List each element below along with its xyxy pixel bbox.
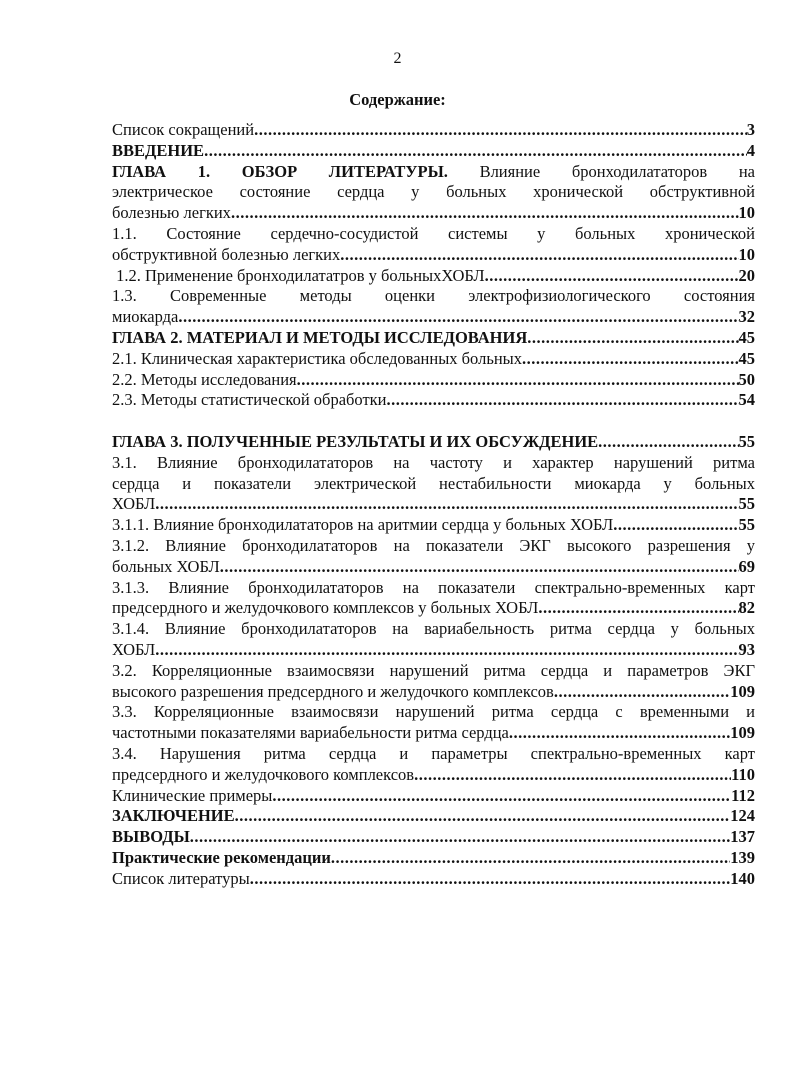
toc-entry-last-line (112, 598, 755, 619)
toc-page-number: 139 (730, 847, 755, 867)
toc-entry-last-line (112, 390, 755, 411)
toc-entry[interactable] (112, 515, 755, 536)
toc-entry[interactable] (112, 328, 755, 349)
toc-page-number: 137 (730, 827, 755, 847)
toc-entry-title: Практические рекомендации (112, 847, 331, 867)
toc-entry-last-line (112, 141, 755, 162)
toc-page-number: 54 (738, 390, 755, 410)
toc-entry[interactable] (112, 619, 755, 661)
toc-page-number: 140 (730, 868, 755, 888)
toc-page-number: 55 (738, 431, 755, 451)
toc-entry-last-line (112, 806, 755, 827)
toc-page-number: 45 (738, 348, 755, 368)
toc-entry-text: 3.2. Корреляционные взаимосвязи нарушений ритма сердца и параметров ЭКГ (112, 660, 755, 680)
dot-leader (178, 307, 738, 328)
toc-page-number: 55 (738, 494, 755, 514)
dot-leader (297, 370, 739, 391)
toc-entry-title: Список литературы (112, 868, 250, 888)
toc-entry-title: ВВЕДЕНИЕ (112, 140, 205, 160)
toc-entry-title: ГЛАВА 2. МАТЕРИАЛ И МЕТОДЫ ИССЛЕДОВАНИЯ (112, 327, 528, 347)
toc-entry-last-line (112, 432, 755, 453)
toc-entry[interactable] (112, 453, 755, 515)
toc-entry[interactable] (112, 141, 755, 162)
toc-entry[interactable] (112, 349, 755, 370)
toc-entry-title: ЗАКЛЮЧЕНИЕ (112, 806, 235, 826)
toc-entry[interactable] (112, 370, 755, 391)
toc-entry-text: 3.1.4. Влияние бронходилататоров на вариабельность ритма сердца у больных (112, 619, 755, 639)
toc-page-number: 4 (746, 140, 755, 160)
dot-leader (235, 806, 731, 827)
toc-page-number: 50 (738, 369, 755, 389)
toc-entry-last-line (112, 120, 755, 141)
toc-entry[interactable] (112, 266, 755, 287)
toc-entry-last-line (112, 682, 755, 703)
toc-entry-title: обструктивной болезнью легких (112, 244, 341, 264)
toc-entry[interactable] (112, 786, 755, 807)
toc-entry-text: Влияние бронходилататоров на (479, 161, 755, 181)
toc-page-number: 109 (730, 681, 755, 701)
toc-page-number: 20 (738, 265, 755, 285)
toc-page-number: 82 (738, 598, 755, 618)
toc-entry-line (112, 744, 755, 765)
toc-entry-title: Клинические примеры (112, 785, 273, 805)
toc-entry[interactable] (112, 661, 755, 703)
toc-entry-last-line (112, 494, 755, 515)
dot-leader (509, 723, 730, 744)
toc-entry-title: 2.3. Методы статистической обработки (112, 390, 387, 410)
dot-leader (485, 266, 739, 287)
page-number: 2 (393, 50, 402, 67)
toc-page-number: 124 (730, 806, 755, 826)
toc-entry-bold-prefix: ГЛАВА 1. ОБЗОР ЛИТЕРАТУРЫ. (112, 161, 448, 181)
toc-entry-title: ГЛАВА 3. ПОЛУЧЕННЫЕ РЕЗУЛЬТАТЫ И ИХ ОБСУЖДЕНИЕ (112, 431, 599, 451)
toc-entry-text: 1.1. Состояние сердечно-сосудистой системы у больных хронической (112, 223, 755, 243)
dot-leader (538, 598, 738, 619)
toc-entry-title: больных ХОБЛ (112, 556, 220, 576)
toc-entry-line (112, 182, 755, 203)
toc-entry-line (112, 619, 755, 640)
toc-entry-title: 2.2. Методы исследования (112, 369, 297, 389)
toc-entry-last-line (112, 307, 755, 328)
dot-leader (190, 827, 730, 848)
toc-entry-line (112, 474, 755, 495)
toc-entry-line (112, 453, 755, 474)
dot-leader (414, 765, 731, 786)
toc-entry-line (112, 536, 755, 557)
toc-entry[interactable] (112, 806, 755, 827)
dot-leader (331, 848, 730, 869)
toc-entry-title: 1.2. Применение бронходилататров у больныхХОБЛ (112, 265, 485, 285)
dot-leader (155, 494, 738, 515)
toc-entry-title: 2.1. Клиническая характеристика обследованных больных (112, 348, 523, 368)
toc-page-number: 10 (738, 203, 755, 223)
toc-entry[interactable] (112, 390, 755, 411)
toc-entry-text: 3.4. Нарушения ритма сердца и параметры спектрально-временных карт (112, 743, 755, 763)
toc-entry-line (112, 578, 755, 599)
toc-page-number: 45 (738, 327, 755, 347)
toc-page-number: 112 (731, 785, 755, 805)
toc-entry-text: 1.3. Современные методы оценки электрофизиологического состояния (112, 286, 755, 306)
dot-leader (155, 640, 738, 661)
toc-page-number: 110 (731, 764, 755, 784)
table-of-contents (112, 120, 755, 889)
dot-leader (527, 328, 738, 349)
toc-entry-last-line (112, 370, 755, 391)
toc-entry-last-line (112, 723, 755, 744)
toc-page-number: 109 (730, 723, 755, 743)
toc-entry[interactable] (112, 848, 755, 869)
toc-entry-line (112, 162, 755, 183)
toc-entry-title: высокого разрешения предсердного и желудочкого комплексов (112, 681, 554, 701)
toc-entry[interactable] (112, 869, 755, 890)
toc-entry-last-line (112, 640, 755, 661)
toc-page-number: 32 (738, 307, 755, 327)
toc-entry-line (112, 702, 755, 723)
toc-page-number: 93 (738, 639, 755, 659)
toc-entry-title: ХОБЛ (112, 494, 156, 514)
toc-entry-text: 3.1.2. Влияние бронходилататоров на показатели ЭКГ высокого разрешения у (112, 535, 755, 555)
toc-entry-last-line (112, 557, 755, 578)
toc-entry-text: электрическое состояние сердца у больных хронической обструктивной (112, 182, 755, 202)
toc-entry-last-line (112, 328, 755, 349)
toc-entry[interactable] (112, 286, 755, 328)
dot-leader (204, 141, 747, 162)
toc-entry[interactable] (112, 432, 755, 453)
toc-page-number: 69 (738, 556, 755, 576)
toc-entry-line (112, 224, 755, 245)
dot-leader (254, 120, 747, 141)
toc-entry-title: Список сокращений (112, 120, 255, 139)
toc-entry-last-line (112, 786, 755, 807)
toc-entry-last-line (112, 869, 755, 890)
toc-entry-last-line (112, 266, 755, 287)
dot-leader (522, 349, 738, 370)
page-title: Содержание: (349, 90, 446, 109)
toc-entry-title: предсердного и желудочкового комплексов (112, 764, 415, 784)
dot-leader (340, 245, 738, 266)
dot-leader (598, 432, 738, 453)
toc-entry-title: частотными показателями вариабельности ритма сердца (112, 723, 509, 743)
toc-entry[interactable] (112, 827, 755, 848)
toc-entry-line (112, 661, 755, 682)
dot-leader (387, 390, 739, 411)
toc-entry[interactable] (112, 224, 755, 266)
toc-entry-line (112, 286, 755, 307)
toc-entry[interactable] (112, 120, 755, 141)
toc-entry[interactable] (112, 162, 755, 224)
toc-entry-text: 3.3. Корреляционные взаимосвязи нарушений ритма сердца с временными и (112, 702, 755, 722)
dot-leader (613, 515, 738, 536)
dot-leader (554, 682, 730, 703)
spacer (112, 411, 755, 432)
toc-entry-last-line (112, 203, 755, 224)
toc-entry[interactable] (112, 536, 755, 578)
toc-entry-last-line (112, 765, 755, 786)
dot-leader (272, 786, 731, 807)
toc-entry-title: предсердного и желудочкового комплексов у больных ХОБЛ (112, 598, 539, 618)
toc-entry[interactable] (112, 578, 755, 620)
toc-entry-text: сердца и показатели электрической нестабильности миокарда у больных (112, 473, 755, 493)
toc-entry-text: 3.1.3. Влияние бронходилататоров на показатели спектрально-временных карт (112, 577, 755, 597)
toc-entry[interactable] (112, 702, 755, 744)
dot-leader (250, 869, 731, 890)
toc-entry-last-line (112, 349, 755, 370)
toc-page-number: 3 (746, 120, 755, 139)
toc-entry-last-line (112, 848, 755, 869)
toc-entry-title: ВЫВОДЫ (112, 827, 190, 847)
toc-entry[interactable] (112, 744, 755, 786)
toc-entry-text: 3.1. Влияние бронходилататоров на частоту и характер нарушений ритма (112, 452, 755, 472)
toc-entry-last-line (112, 515, 755, 536)
dot-leader (231, 203, 739, 224)
toc-entry-title: ХОБЛ (112, 639, 156, 659)
toc-entry-title: болезнью легких (112, 203, 231, 223)
toc-entry-title: 3.1.1. Влияние бронходилататоров на аритмии сердца у больных ХОБЛ (112, 515, 614, 535)
toc-entry-last-line (112, 245, 755, 266)
toc-page-number: 55 (738, 515, 755, 535)
toc-entry-title: миокарда (112, 307, 179, 327)
dot-leader (220, 557, 739, 578)
toc-page-number: 10 (738, 244, 755, 264)
toc-entry-last-line (112, 827, 755, 848)
